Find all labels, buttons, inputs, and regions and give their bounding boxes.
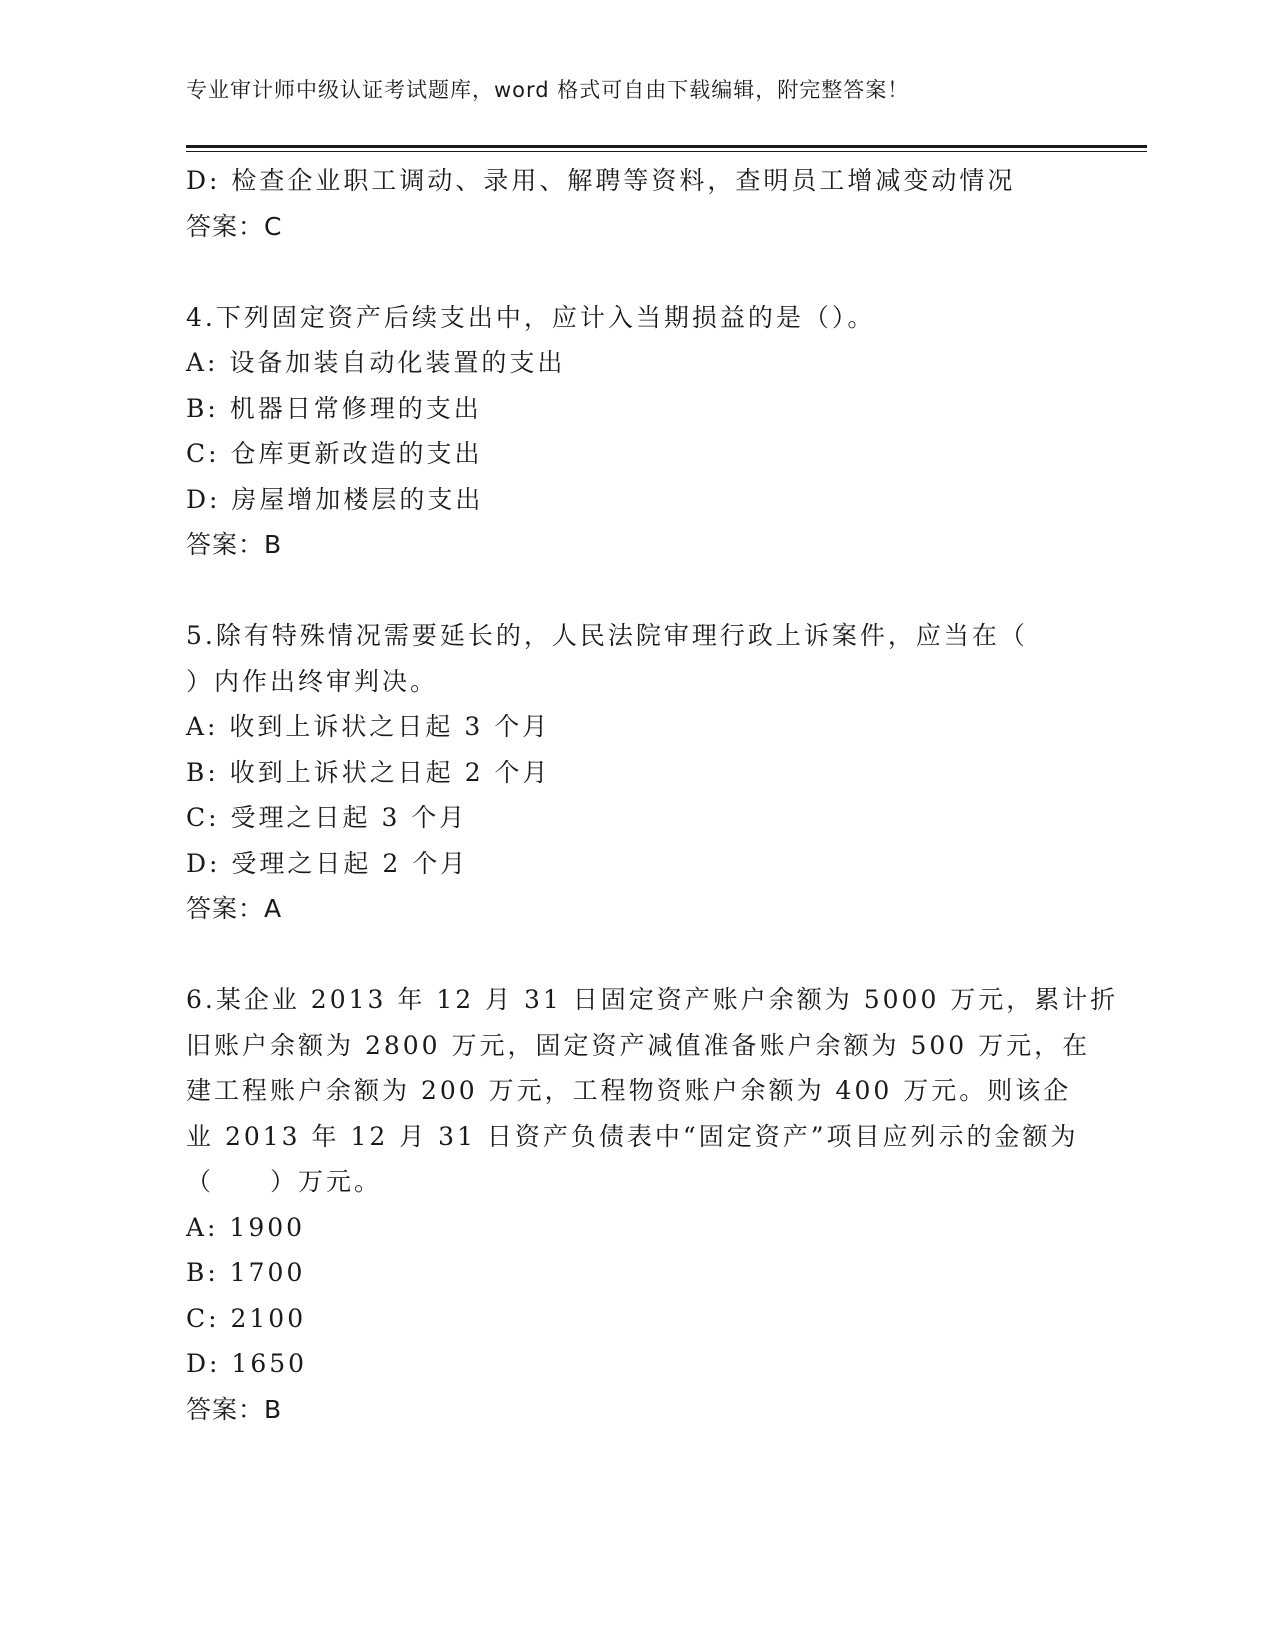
q3-option-d: D: 检查企业职工调动、录用、解聘等资料，查明员工增减变动情况: [186, 166, 1016, 195]
header-rule-thin: [186, 151, 1147, 152]
q6-stem-line-4: 业 2013 年 12 月 31 日资产负债表中“固定资产”项目应列示的金额为: [186, 1121, 1079, 1151]
q6-stem-line-1: 6.某企业 2013 年 12 月 31 日固定资产账户余额为 5000 万元，累计折: [186, 985, 1119, 1014]
q6-stem-line-3: 建工程账户余额为 200 万元，工程物资账户余额为 400 万元。则该企: [186, 1076, 1072, 1105]
q4-option-b: B: 机器日常修理的支出: [186, 393, 482, 423]
question-list: [186, 158, 1119, 1432]
q4-option-d: D: 房屋增加楼层的支出: [186, 484, 484, 514]
spacer: [186, 249, 1066, 295]
q4-stem: 4.下列固定资产后续支出中，应计入当期损益的是（）。: [186, 302, 876, 332]
q6-option-c: C: 2100: [186, 1303, 307, 1333]
q3-answer: 答案：C: [186, 211, 283, 241]
q6-stem-line-2: 旧账户余额为 2800 万元，固定资产减值准备账户余额为 500 万元，在: [186, 1030, 1091, 1060]
q5-answer: 答案：A: [186, 894, 283, 923]
spacer: [186, 932, 1066, 978]
q4-answer: 答案：B: [186, 530, 283, 559]
q6-option-b: B: 1700: [186, 1258, 306, 1287]
page-header: 专业审计师中级认证考试题库，word 格式可自由下载编辑，附完整答案！: [186, 78, 910, 102]
q5-option-a: A: 收到上诉状之日起 3 个月: [186, 712, 551, 741]
q6-option-a: A: 1900: [186, 1212, 306, 1242]
spacer: [186, 568, 1066, 614]
q5-option-c: C: 受理之日起 3 个月: [186, 803, 468, 832]
q4-option-c: C: 仓库更新改造的支出: [186, 439, 483, 468]
q5-stem-line-1: 5.除有特殊情况需要延长的，人民法院审理行政上诉案件，应当在（: [186, 621, 1028, 650]
q6-stem-line-5: （ ）万元。: [186, 1167, 383, 1196]
q5-option-d: D: 受理之日起 2 个月: [186, 848, 469, 878]
q5-option-b: B: 收到上诉状之日起 2 个月: [186, 757, 551, 787]
q6-answer: 答案：B: [186, 1394, 283, 1424]
q6-option-d: D: 1650: [186, 1349, 308, 1378]
header-rule-thick: [186, 145, 1147, 148]
q4-option-a: A: 设备加装自动化装置的支出: [186, 348, 566, 377]
q5-stem-line-2: ）内作出终审判决。: [186, 666, 439, 696]
